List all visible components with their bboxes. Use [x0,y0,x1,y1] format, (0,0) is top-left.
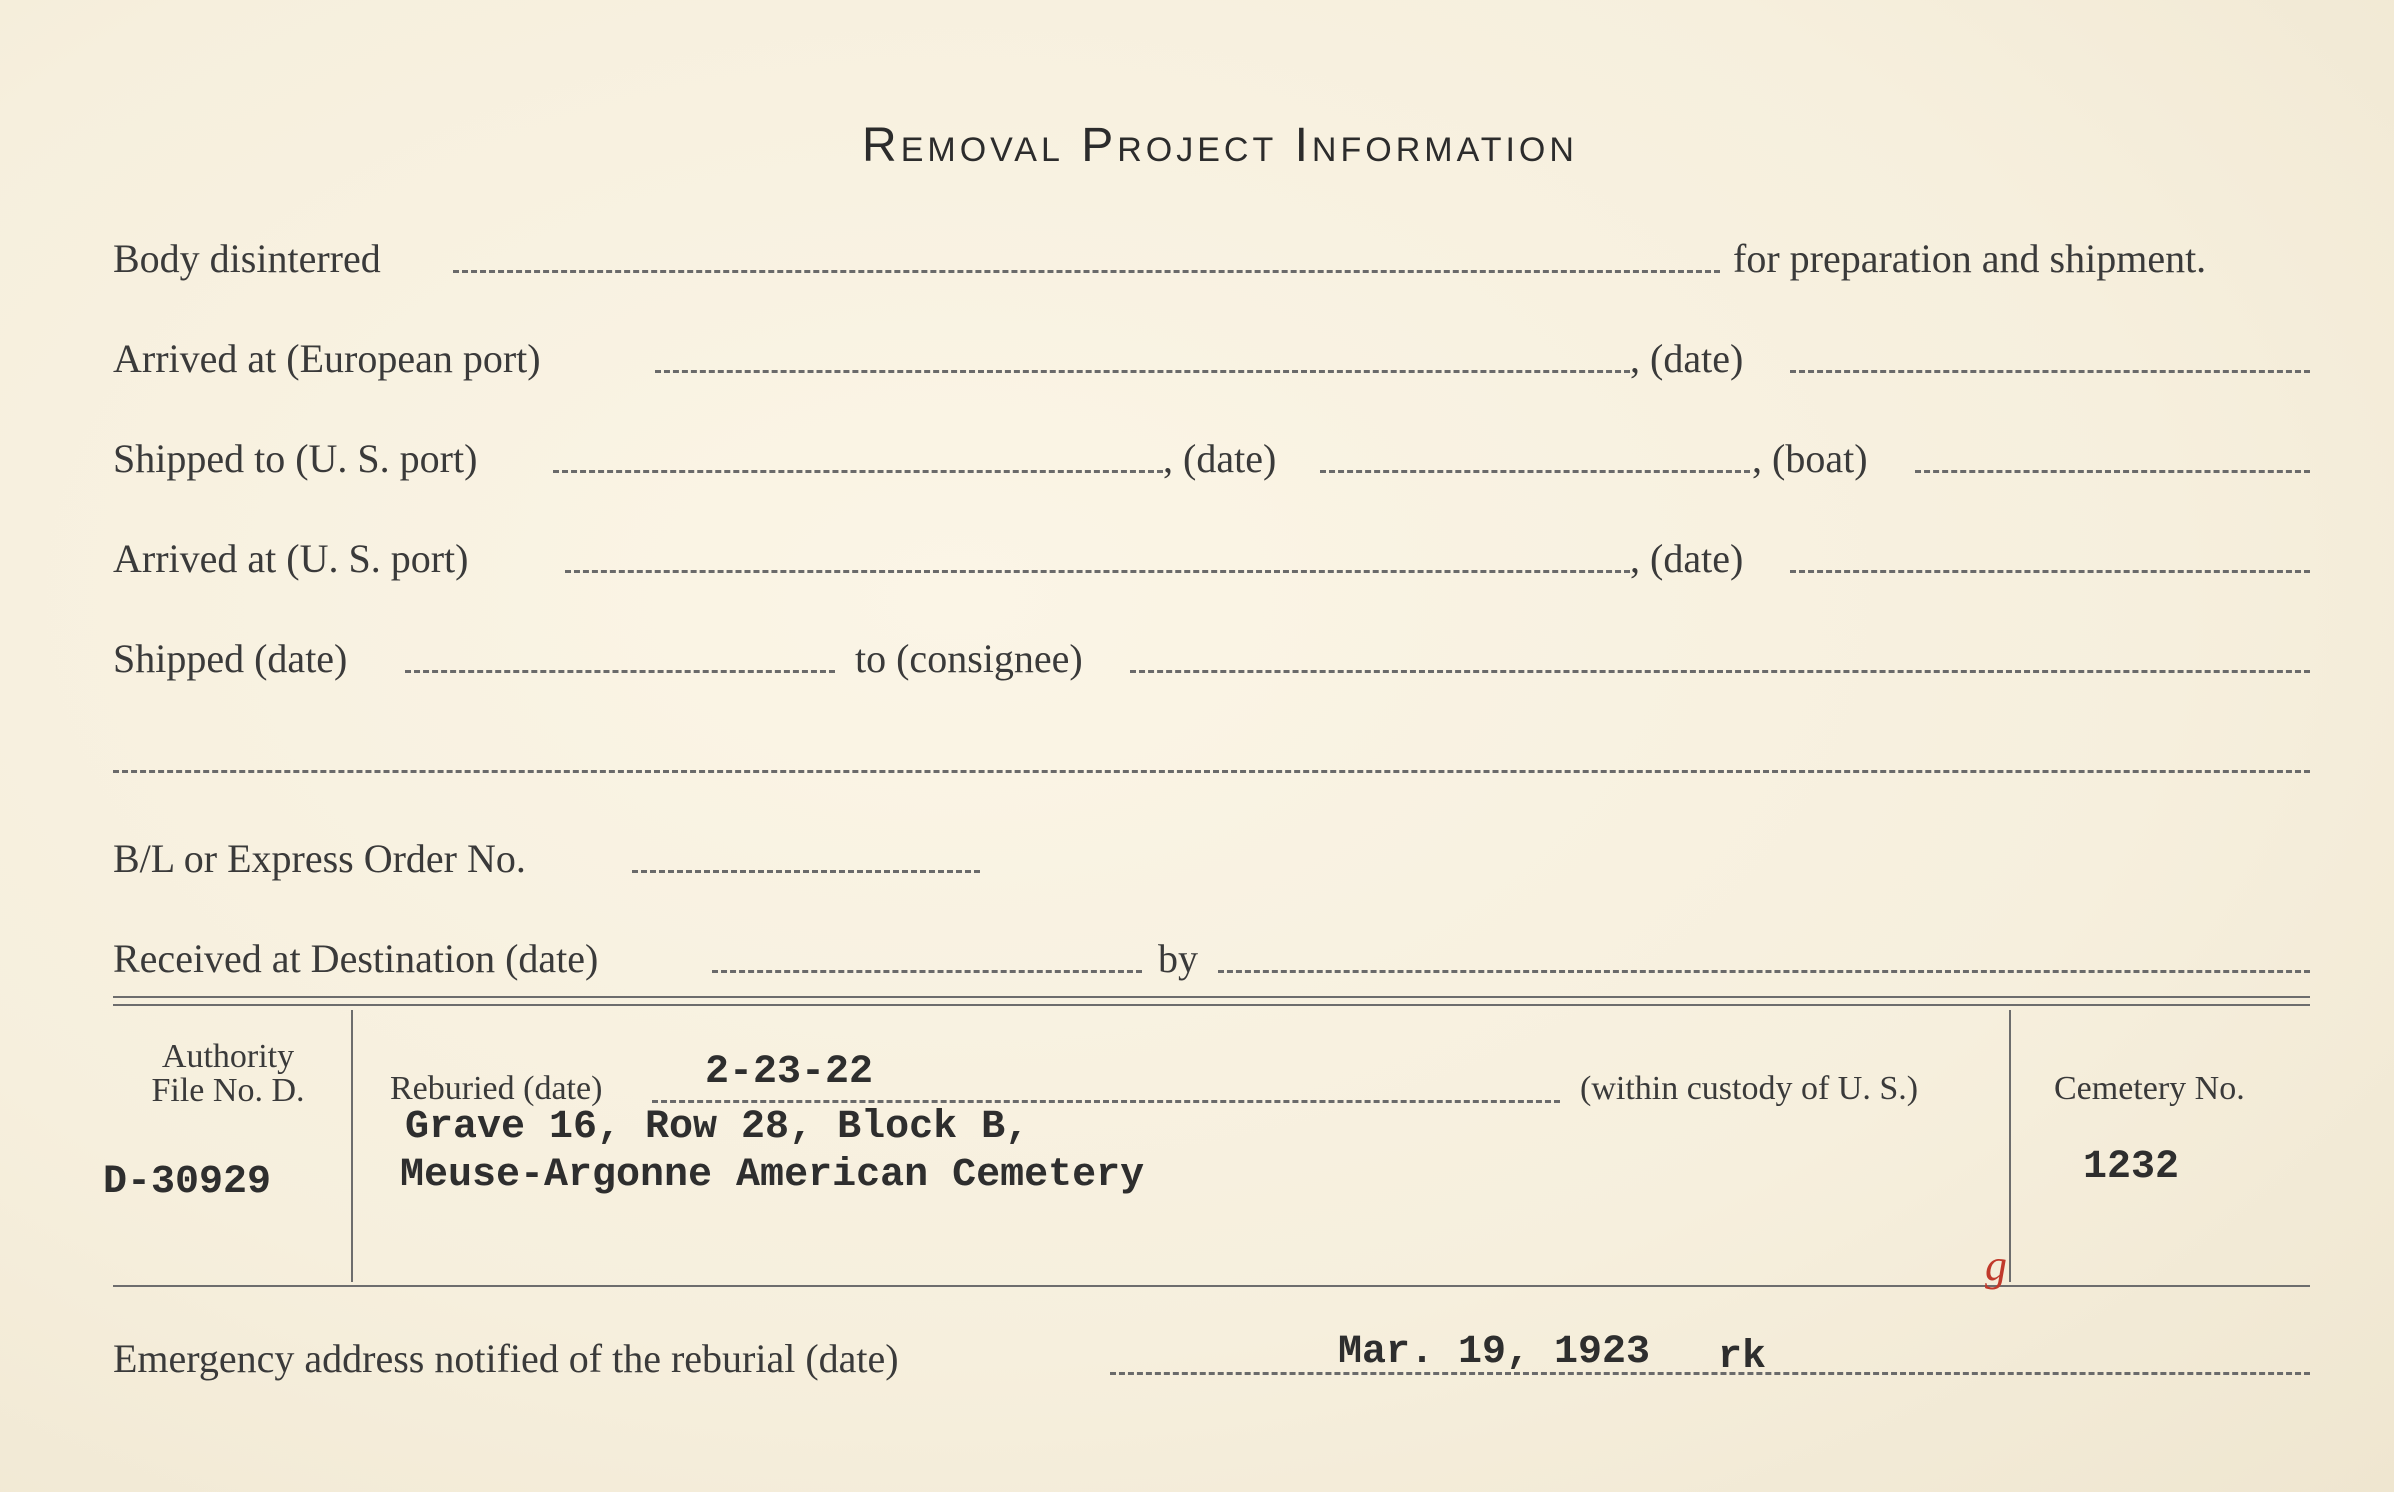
date-field-2[interactable] [1320,470,1750,473]
grave-line-2: Meuse-Argonne American Cemetery [400,1153,1145,1198]
shipped-date-label: Shipped (date) [113,636,348,681]
boat-field[interactable] [1915,470,2310,473]
reburied-label: Reburied (date) [390,1070,603,1107]
reburied-date-field[interactable] [652,1100,1560,1103]
date-field-1[interactable] [1790,370,2310,373]
shipped-to-us-field[interactable] [553,470,1163,473]
form-title: Removal Project Information [862,119,1578,172]
cemetery-no-value: 1232 [2083,1145,2180,1190]
date-field-3[interactable] [1790,570,2310,573]
date-label-2: , (date) [1163,436,1277,481]
date-label-3: , (date) [1630,536,1744,581]
box-divider-right [2009,1010,2011,1282]
body-disinterred-field[interactable] [453,270,1720,273]
consignee-field[interactable] [1130,670,2310,673]
grave-line-1: Grave 16, Row 28, Block B, [405,1105,1030,1150]
shipped-date-field[interactable] [405,670,835,673]
boat-label: , (boat) [1752,436,1868,481]
bl-order-field[interactable] [632,870,980,873]
shipped-to-us-label: Shipped to (U. S. port) [113,436,478,481]
emergency-label: Emergency address notified of the reburial (date) [113,1336,899,1381]
received-destination-label: Received at Destination (date) [113,936,599,981]
box-bottom-rule [113,1285,2310,1287]
by-label: by [1158,936,1198,981]
arrived-us-field[interactable] [565,570,1630,573]
to-consignee-label: to (consignee) [855,636,1083,681]
emergency-date-field[interactable] [1110,1372,2310,1375]
body-disinterred-label: Body disinterred [113,236,381,281]
date-label-1: , (date) [1630,336,1744,381]
initials-value: rk [1718,1335,1767,1380]
emergency-date-value: Mar. 19, 1923 [1338,1330,1651,1375]
bl-order-label: B/L or Express Order No. [113,836,526,881]
arrived-european-label: Arrived at (European port) [113,336,541,381]
box-top-rule-2 [113,1004,2310,1006]
cemetery-no-label: Cemetery No. [2054,1070,2245,1107]
file-no-label: File No. D. [151,1072,305,1109]
received-by-field[interactable] [1218,970,2310,973]
box-divider-left [351,1010,353,1282]
authority-label: Authority [161,1038,295,1075]
file-no-value: D-30929 [103,1160,272,1205]
box-top-rule-1 [113,996,2310,998]
red-check-mark: g [1985,1241,2007,1290]
reburied-date-value: 2-23-22 [705,1050,874,1095]
arrived-european-field[interactable] [655,370,1630,373]
for-preparation-label: for preparation and shipment. [1733,236,2207,281]
within-custody-label: (within custody of U. S.) [1580,1070,1919,1107]
received-date-field[interactable] [712,970,1142,973]
arrived-us-label: Arrived at (U. S. port) [113,536,469,581]
consignee-field-continued[interactable] [113,770,2310,773]
